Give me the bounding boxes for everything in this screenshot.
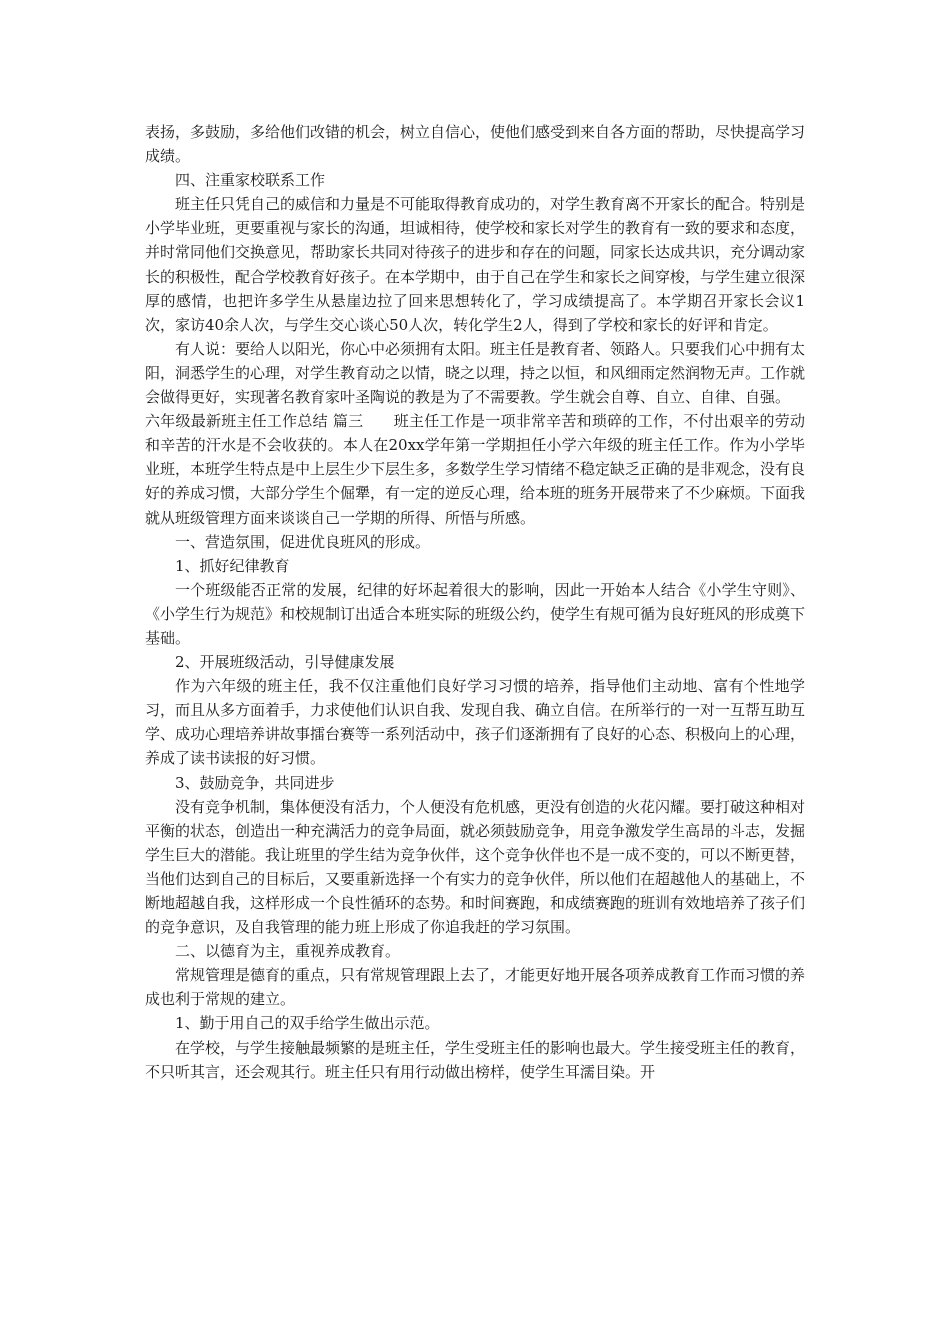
paragraph: 表扬，多鼓励，多给他们改错的机会，树立自信心，使他们感受到来自各方面的帮助，尽快提高学习成绩。 [145,123,806,166]
subsection-heading: 1、抓好纪律教育 [175,556,290,575]
document-page [145,120,805,1084]
section-heading: 四、注重家校联系工作 [175,171,326,190]
paragraph: 一个班级能否正常的发展，纪律的好坏起着很大的影响，因此一开始本人结合《小学生守则》、《小学生行为规范》和校规制订出适合本班实际的班级公约，使学生有规可循为良好班风的形成奠下基础。 [145,580,806,647]
section-heading: 一、营造氛围，促进优良班风的形成。 [175,532,431,551]
subsection-heading: 3、鼓励竞争，共同进步 [175,773,335,792]
subsection-heading: 2、开展班级活动，引导健康发展 [175,653,395,672]
subsection-heading: 1、勤于用自己的双手给学生做出示范。 [175,1014,440,1033]
paragraph: 在学校，与学生接触最频繁的是班主任，学生受班主任的影响也最大。学生接受班主任的教育，不只听其言，还会观其行。班主任只有用行动做出榜样，使学生耳濡目染。开 [145,1038,806,1081]
paragraph: 班主任只凭自己的威信和力量是不可能取得教育成功的，对学生教育离不开家长的配合。特别是小学毕业班，更要重视与家长的沟通，坦诚相待，使学校和家长对学生的教育有一致的要求和态度，并时常同他们交换意见，帮助家长共同对待孩子的进步和存在的问题，同家长达成共识，充分调动家长的积极性，配合学校教育好孩子。在本学期中，由于自己在学生和家长之间穿梭，与学生建立很深厚的感情，也把许多学生从悬崖边拉了回来思想转化了，学习成绩提高了。本学期召开家长会议1次，家访40余人次，与学生交心谈心50人次，转化学生2人，得到了学校和家长的好评和肯定。 [145,195,806,334]
section-heading: 二、以德育为主，重视养成教育。 [175,942,401,961]
article-title-paragraph: 六年级最新班主任工作总结 篇三 班主任工作是一项非常辛苦和琐碎的工作，不付出艰辛的劳动和辛苦的汗水是不会收获的。本人在20xx学年第一学期担任小学六年级的班主任工作。作为小学毕业班，本班学生特点是中上层生少下层生多，多数学生学习情绪不稳定缺乏正确的是非观念，没有良好的养成习惯，大部分学生个倔犟，有一定的逆反心理，给本班的班务开展带来了不少麻烦。下面我就从班级管理方面来谈谈自己一学期的所得、所悟与所感。 [145,412,806,527]
paragraph: 常规管理是德育的重点，只有常规管理跟上去了，才能更好地开展各项养成教育工作而习惯的养成也利于常规的建立。 [145,966,806,1009]
paragraph: 没有竞争机制，集体便没有活力，个人便没有危机感，更没有创造的火花闪耀。要打破这种相对平衡的状态，创造出一种充满活力的竞争局面，就必须鼓励竞争，用竞争激发学生高昂的斗志，发掘学生巨大的潜能。我让班里的学生结为竞争伙伴，这个竞争伙伴也不是一成不变的，可以不断更替，当他们达到自己的目标后，又要重新选择一个有实力的竞争伙伴，所以他们在超越他人的基础上，不断地超越自我，这样形成一个良性循环的态势。和时间赛跑，和成绩赛跑的班训有效地培养了孩子们的竞争意识，及自我管理的能力班上形成了你追我赶的学习氛围。 [145,797,806,937]
paragraph: 有人说：要给人以阳光，你心中必须拥有太阳。班主任是教育者、领路人。只要我们心中拥有太阳，洞悉学生的心理，对学生教育动之以情，晓之以理，持之以恒，和风细雨定然润物无声。工作就会做得更好，实现著名教育家叶圣陶说的教是为了不需要教。学生就会自尊、自立、自律、自强。 [145,339,806,407]
paragraph: 作为六年级的班主任，我不仅注重他们良好学习习惯的培养，指导他们主动地、富有个性地学习，而且从多方面着手，力求使他们认识自我、发现自我、确立自信。在所举行的一对一互帮互助互学、成功心理培养讲故事擂台赛等一系列活动中，孩子们逐渐拥有了良好的心态、积极向上的心理，养成了读书读报的好习惯。 [145,677,806,768]
